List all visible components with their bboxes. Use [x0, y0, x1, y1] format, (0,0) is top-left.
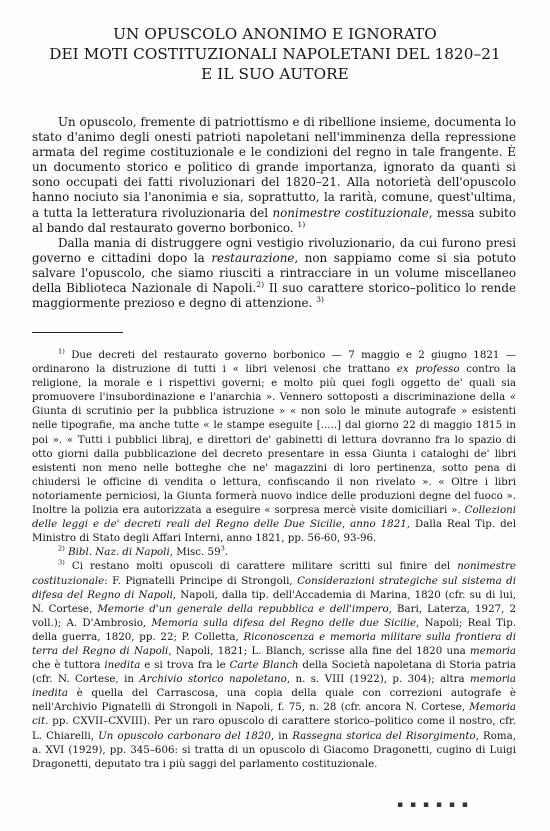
footnote-2 [32, 545, 516, 559]
footnote-number: 2) [58, 544, 65, 553]
text-run: , Napoli; Real Tip. della guerra, 1820, pp. 22; P. Colletta, [32, 616, 517, 643]
footnote-ref-1: 1) [297, 219, 306, 229]
footnotes [32, 348, 516, 771]
text-run: Un opuscolo, fremente di patriottismo e di ribellione insieme, documenta lo stato d'animo degli onesti patrioti napoletani nell'imminenza della repressione armata del regime costituzionale e le condizioni del regno in tale frangente. È un documento storico e politico di grande importanza, ignorato da quanti si sono occupati dei fatti rivoluzionari del 1820–21. Alla notorietà dell'opuscolo hanno nociuto sia l'anonimia e sia, soprattutto, la rarità, comune, quest'ultima, a tutta la letteratura rivoluzionaria del [32, 115, 516, 220]
italic-run: Un opuscolo carbonaro del 1820 [98, 729, 271, 742]
italic-run: Carte Blanch [229, 659, 299, 672]
text-run: pp. CXVII–CXVIII). Per un raro opuscolo di carattere storico–politico come il nostro, cfr. L. Chiarelli, [32, 715, 516, 742]
footnote-3 [32, 559, 516, 770]
title-line-3: E IL SUO AUTORE [201, 65, 349, 83]
text-run: della Società napoletana di Storia patria (cfr. N. Cortese, in [32, 659, 516, 686]
body-text [32, 115, 516, 311]
footnote-1 [32, 348, 516, 545]
italic-run: Archivio storico napoletano [139, 673, 287, 686]
text-run: Ci restano molti opuscoli di carattere militare scritti sul finire del [64, 560, 458, 573]
footnote-ref-3: 3) [316, 295, 325, 305]
paragraph-1 [32, 115, 516, 236]
footnote-ref-2: 2) [256, 280, 265, 290]
article-title [20, 24, 530, 84]
text-run: , n. s. VIII (1922), p. 304); altra [286, 673, 471, 686]
italic-run: ex professo [396, 363, 460, 376]
italic-run: memoria [470, 644, 516, 657]
italic-run: Memoria sulla difesa del Regno delle due Sicilie [151, 616, 417, 629]
text-run: che è tuttora [32, 659, 105, 672]
text-run: Dalla mania di distruggere ogni vestigio rivoluzionario, da cui furono presi governo e cittadini dopo la [32, 235, 516, 265]
italic-run: Memoria cit. [32, 701, 516, 728]
italic-run: restaurazione [211, 250, 295, 265]
text-run: , Napoli, 1821; L. Blanch, scrisse alla fine del 1820 una [168, 644, 471, 657]
text-run: Il suo carattere storico–politico lo rende maggiormente prezioso e degno di attenzione. [32, 281, 516, 311]
text-run: . [224, 546, 229, 559]
italic-run: Memorie d'un generale della repubblica e dell'impero [97, 602, 389, 615]
footnote-number: 3) [58, 559, 65, 567]
superscript: 3 [220, 544, 225, 553]
italic-run: Bibl. Naz. di Napoli [68, 546, 170, 559]
text-run: contro la religione, la morale e i rispettivi governi; e molto più quei fogli oggetto de' quali sia promuovere l'insubordinazione e l'anarchia ». Vennero sottoposti a discriminazione della « Giunta di scrutinio per la pubblica istruzione » « non solo le minute autografe » esistenti nelle tipografie, ma anche tutte « le stampe eseguite [.....] dal giorno 22 di maggio 1815 in poi ». « Tutti i pubblici libraj, e direttori de' gabinetti di lettura dovranno fra lo spazio di otto giorni dalla pubblicazione del decreto presentare in essa Giunta i cataloghi de' libri esistenti non meno nelle botteghe che ne' magazzini di loro pertinenza, sotto pena di chiudersi le officine di vendita o lettura, confiscando il non rivelato ». « Oltre i libri notoriamente perniciosi, la Giunta formerà nuovo indice delle produzioni degne del fuoco ». Inoltre la polizia era autorizzata a eseguire « sorpresa mercè visite domiciliari ». [32, 363, 517, 517]
title-line-1: UN OPUSCOLO ANONIMO E IGNORATO [113, 25, 437, 43]
italic-run: Considerazioni strategiche sul sistema di difesa del Regno di Napoli [32, 574, 516, 601]
print-marks: ▪ ▪ ▪ ▪ ▪ ▪ [397, 800, 470, 810]
text-run: , Dalla Real Tip. del Ministro di Stato degli Affari Interni, anno 1821, pp. 56-60, 93-96. [32, 518, 516, 545]
text-run: , messa subito al bando dal restaurato governo borbonico. [32, 205, 516, 235]
text-run: , Misc. 59 [169, 546, 221, 559]
text-run: Due decreti del restaurato governo borbonico — 7 maggio e 2 giugno 1821 — ordinarono la distruzione di tutti i « libri velenosi che trattano [32, 349, 516, 376]
paragraph-2 [32, 236, 516, 311]
text-run: : F. Pignatelli Principe di Strongoli, [104, 574, 298, 587]
italic-run: nonimestre costituzionale [32, 560, 516, 587]
title-line-2: DEI MOTI COSTITUZIONALI NAPOLETANI DEL 1820–21 [49, 45, 501, 63]
text-run: , non sappiamo come si sia potuto salvare l'opuscolo, che siamo riusciti a rintracciare in un volume miscellaneo della Biblioteca Nazionale di Napoli. [32, 250, 516, 296]
footnote-number: 1) [58, 347, 65, 356]
text-run: e si trova fra le [140, 659, 230, 672]
italic-run: Rassegna storica del Risorgimento [292, 729, 476, 742]
text-run: , in [270, 729, 293, 742]
italic-run: inedita [104, 659, 141, 672]
text-run: , Roma, a. XVI (1929), pp. 345–606: si tratta di un opuscolo di Giacomo Dragonetti, cugino di Luigi Dragonetti, deputato tra i più saggi del parlamento costituzionale. [32, 729, 516, 770]
text-run: è quella del Carrascosa, una copia della quale con correzioni autografe è nell'Archivio Pignatelli di Strongoli in Napoli, f. 75, n. 28 (cfr. ancora N. Cortese, [32, 687, 516, 714]
text-run: , Bari, Laterza, 1927, 2 voll.); A. D'Ambrosio, [32, 602, 516, 629]
footnote-divider [32, 332, 123, 333]
italic-run: Riconoscenza e memoria militare sulla frontiera di terra del Regno di Napoli [32, 630, 517, 657]
italic-run: nonimestre costituzionale [272, 205, 429, 220]
text-run: , Napoli, dalla tip. dell'Accademia di Marina, 1820 (cfr. su di lui, N. Cortese, [32, 588, 516, 615]
italic-run: memoria inedita [32, 673, 516, 700]
italic-run: Collezioni delle leggi e de' decreti reali del Regno delle Due Sicilie, anno 1821 [32, 504, 516, 531]
